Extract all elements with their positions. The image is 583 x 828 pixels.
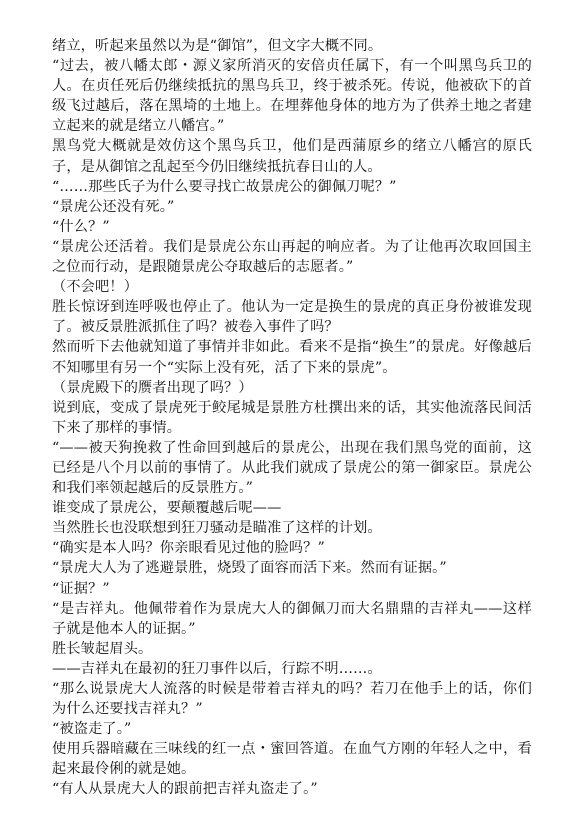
paragraph: “景虎公还活着。我们是景虎公东山再起的响应者。为了让他再次取回国主之位而行动，是跟随景虎公夺取越后的志愿者。” — [52, 238, 532, 276]
paragraph: “过去，被八幡太郎・源义家所消灭的安倍贞任属下，有一个叫黑鸟兵卫的人。在贞任死后仍继续抵抗的黑鸟兵卫，终于被杀死。传说，他被砍下的首级飞过越后，落在黑埼的土地上。在埋葬他身体的地方为了供养土地之者建立起来的就是绪立八幡宫。” — [52, 58, 532, 135]
paragraph: ——吉祥丸在最初的狂刀事件以后，行踪不明……。 — [52, 660, 382, 677]
paragraph: （景虎殿下的赝者出现了吗？） — [52, 379, 253, 396]
paragraph: 胜长皱起眉头。 — [52, 640, 153, 657]
paragraph: “那么说景虎大人流落的时候是带着吉祥丸的吗？若刀在他手上的话，你们为什么还要找吉祥丸？” — [52, 681, 532, 718]
paragraph: “有人从景虎大人的跟前把吉祥丸盗走了。” — [52, 781, 318, 798]
paragraph: “被盗走了。” — [52, 721, 132, 738]
paragraph: 使用兵器暗藏在三味线的红一点・蜜回答道。在血气方刚的年轻人之中，看起来最伶俐的就是她。 — [52, 741, 532, 778]
paragraph: “景虎公还没有死。” — [52, 198, 175, 215]
paragraph: 然而听下去他就知道了事情并非如此。看来不是指“换生”的景虎。好像越后不知哪里有另一个“实际上没有死，活了下来的景虎”。 — [52, 339, 532, 376]
paragraph: “……那些氏子为什么要寻找亡故景虎公的御佩刀呢？” — [52, 178, 397, 195]
paragraph: 说到底，变成了景虎死于鲛尾城是景胜方杜撰出来的话，其实他流落民间活下来了那样的事情。 — [52, 399, 532, 436]
paragraph: 绪立，听起来虽然以为是“御馆”，但文字大概不同。 — [52, 38, 383, 54]
paragraph: “证据？” — [52, 580, 110, 597]
paragraph: “——被天狗挽救了性命回到越后的景虎公，出现在我们黑鸟党的面前，这已经是八个月以前的事情了。从此我们就成了景虎公的第一御家臣。景虎公和我们率领起越后的反景胜方。” — [52, 439, 532, 497]
paragraph: 胜长惊讶到连呼吸也停止了。他认为一定是换生的景虎的真正身份被谁发现了。被反景胜派抓住了吗？被卷入事件了吗？ — [52, 299, 532, 336]
paragraph: 黑鸟党大概就是效仿这个黑鸟兵卫，他们是西蒲原乡的绪立八幡宫的原氏子，是从御馆之乱起至今仍旧继续抵抗春日山的人。 — [52, 138, 532, 175]
paragraph: “景虎大人为了逃避景胜，烧毁了面容而活下来。然而有证据。” — [52, 560, 447, 577]
paragraph: “是吉祥丸。他佩带着作为景虎大人的御佩刀而大名鼎鼎的吉祥丸——这样子就是他本人的证据。” — [52, 600, 532, 637]
body-text — [52, 36, 532, 800]
paragraph: 谁变成了景虎公，要颠覆越后呢—— — [52, 500, 282, 517]
paragraph: “确实是本人吗？你亲眼看见过他的脸吗？” — [52, 540, 325, 557]
paragraph: 当然胜长也没联想到狂刀骚动是瞄准了这样的计划。 — [52, 520, 382, 537]
paragraph: （不会吧！） — [52, 279, 139, 296]
paragraph: “什么？” — [52, 218, 110, 235]
